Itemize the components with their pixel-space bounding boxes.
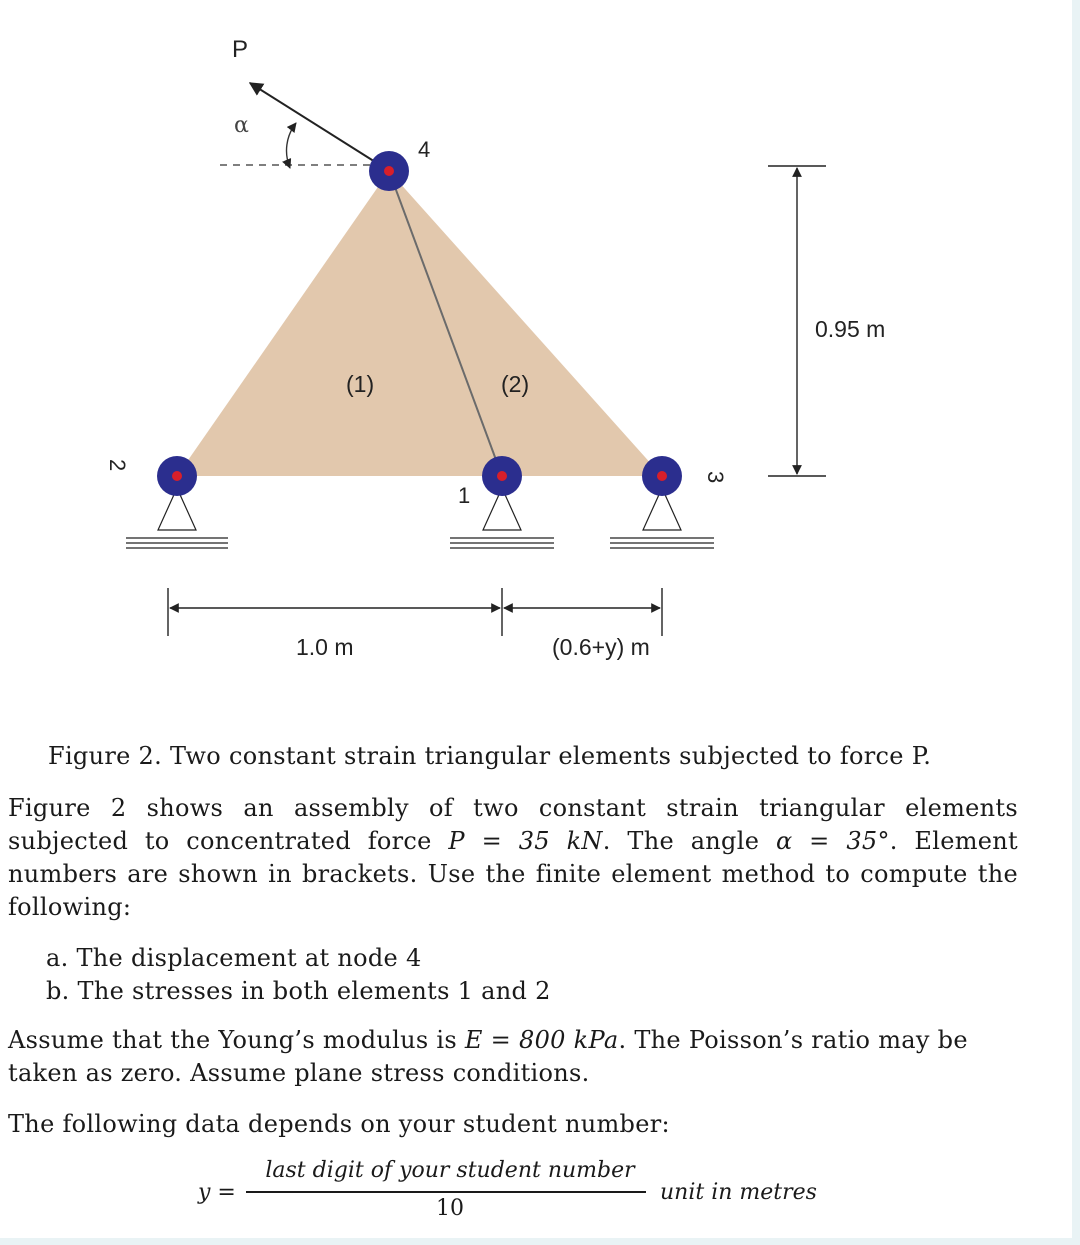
node-label-3: 3 <box>703 471 728 484</box>
assumption-text-2: . The Poisson’s ratio may be taken as zero. Assume plane stress conditions. <box>8 1026 968 1087</box>
angle-value: α = 35° <box>775 827 890 855</box>
student-data-intro: The following data depends on your student number: <box>8 1110 670 1138</box>
base-right-label: (0.6+y) m <box>552 634 650 660</box>
task-item-a: a. The displacement at node 4 <box>46 944 422 972</box>
modulus-value: E = 800 kPa <box>464 1026 619 1054</box>
node-label-2: 2 <box>105 459 130 472</box>
formula-denominator: 10 <box>436 1196 464 1221</box>
formula-numerator: last digit of your student number <box>265 1158 635 1183</box>
force-value: P = 35 kN <box>448 827 603 855</box>
node-4 <box>369 151 409 191</box>
support-node-3 <box>610 488 714 548</box>
task-list <box>46 942 551 1008</box>
element-label-1: (1) <box>346 371 375 397</box>
formula-unit: unit in metres <box>660 1180 817 1205</box>
statement-text-1: Figure 2 shows an assembly of two constant strain triangular elements subjected to concentrated force <box>8 794 1018 855</box>
node-3 <box>642 456 682 496</box>
angle-arc <box>287 123 296 168</box>
problem-statement <box>8 792 1018 924</box>
fraction-bar <box>246 1191 646 1193</box>
height-label: 0.95 m <box>815 316 886 342</box>
angle-label: α <box>234 113 249 138</box>
node-label-4: 4 <box>418 137 431 162</box>
task-item-b: b. The stresses in both elements 1 and 2 <box>46 977 551 1005</box>
node-2 <box>157 456 197 496</box>
support-node-2 <box>126 488 228 548</box>
element-label-2: (2) <box>501 371 530 397</box>
node-label-1: 1 <box>458 483 471 508</box>
statement-text-2: . The angle <box>602 827 776 855</box>
formula-lhs: y = <box>198 1180 236 1205</box>
material-assumptions <box>8 1024 1020 1090</box>
node-1 <box>482 456 522 496</box>
load-label: P <box>232 36 249 63</box>
assumption-text-1: Assume that the Young’s modulus is <box>8 1026 465 1054</box>
statement-text-3: . Element numbers are shown in brackets. Use the finite element method to compute the following: <box>8 827 1018 921</box>
load-arrow <box>250 83 380 165</box>
base-dimensions <box>168 588 662 636</box>
figure-caption: Figure 2. Two constant strain triangular elements subjected to force P. <box>48 742 932 770</box>
base-left-label: 1.0 m <box>296 634 354 660</box>
